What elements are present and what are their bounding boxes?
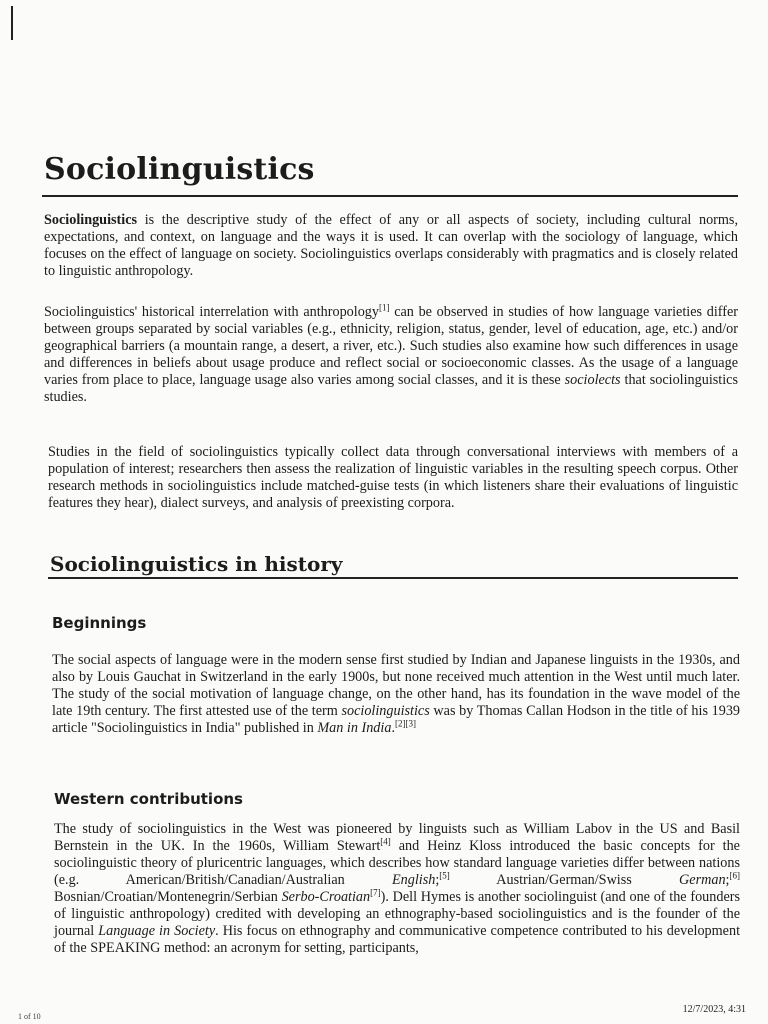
citation-4[interactable]: [4] — [380, 836, 391, 847]
citation-1[interactable]: [1] — [379, 302, 390, 313]
lead-term: Sociolinguistics — [44, 212, 138, 228]
western-sep-1: ; — [435, 872, 440, 888]
western-sep-2: ; — [725, 872, 730, 888]
methods-paragraph: Studies in the field of sociolinguistics typically collect data through conversational interviews with members of a population of interest; researchers then assess the realization of linguistic variables in the resulting speech corpus. Other research methods in sociolinguistics include matched-guise tests (in which listeners share their evaluations of linguistic features they hear), dialect surveys, and analysis of preexisting corpora. — [48, 444, 738, 511]
sociolinguistics-term: sociolinguistics — [341, 703, 430, 719]
p2-text-b: can be observed in studies of how language varieties differ between groups separated by social variables (e.g., ethnicity, religion, status, gender, level of education, age, etc.) and/or geographical barriers (a mountain range, a desert, a river, etc.). Such studies also examine how such differences in usage and differences in beliefs about usage produce and reflect social or socioeconomic classes. As the usage of a language varies from place to place, language usage also varies among social classes, and it is these — [44, 304, 738, 388]
intro-text: is the descriptive study of the effect of any or all aspects of society, including cultural norms, expectations, and context, on language and the ways it is used. It can overlap with the sociology of language, which focuses on the effect of language on society. Sociolinguistics overlaps considerably with pragmatics and is closely related to linguistic anthropology. — [44, 212, 738, 279]
western-paragraph — [54, 821, 740, 957]
western-text-a: The study of sociolinguistics in the West was pioneered by linguists such as William Labov in the US and Basil Bernstein in the UK. In the 1960s, William Stewart — [54, 821, 740, 854]
beginnings-paragraph — [52, 652, 740, 737]
citation-5[interactable]: [5] — [439, 870, 450, 881]
page-number: 1 of 10 — [18, 1012, 41, 1021]
section-rule — [48, 577, 738, 579]
citation-2-3[interactable]: [2][3] — [394, 718, 416, 729]
beginnings-text-a: The social aspects of language were in the modern sense first studied by Indian and Japanese linguists in the 1930s, and also by Louis Gauchat in Switzerland in the early 1900s, but none received much attention in the West until much later. The study of the social motivation of language change, on the other hand, has its foundation in the wave model of the late 19th century. The first attested use of the term — [52, 652, 740, 719]
journal-title: Language in Society — [98, 923, 216, 939]
anthropology-paragraph — [44, 304, 738, 406]
citation-6[interactable]: [6] — [729, 870, 740, 881]
section-heading-history: Sociolinguistics in history — [50, 552, 343, 576]
english-term: English — [391, 872, 436, 888]
publication-title: Man in India — [317, 720, 392, 736]
subheading-beginnings: Beginnings — [52, 614, 147, 632]
subheading-western: Western contributions — [54, 790, 243, 808]
sociolects-term: sociolects — [564, 372, 621, 388]
western-text-e: ). Dell Hymes is another sociolinguist (and one of the founders of linguistic anthropology) credited with developing an ethnography-based sociolinguistics and is the founder of the journal — [54, 889, 740, 939]
intro-paragraph — [44, 212, 738, 280]
citation-7[interactable]: [7] — [370, 887, 381, 898]
western-text-f: . His focus on ethnography and communicative competence contributed to his development of the SPEAKING method: an acronym for setting, participants, — [54, 923, 741, 956]
western-text-b: and Heinz Kloss introduced the basic concepts for the sociolinguistic theory of pluricentric languages, which describes how standard language varieties differ between nations (e.g. American/British/Canadian/Australian — [54, 838, 740, 888]
p2-text-c: that sociolinguistics studies. — [44, 372, 738, 405]
print-timestamp: 12/7/2023, 4:31 — [682, 1004, 746, 1015]
page-edge-mark — [11, 6, 13, 40]
title-rule — [42, 195, 738, 197]
p2-text-a: Sociolinguistics' historical interrelation with anthropology — [44, 304, 379, 320]
beginnings-text-c: . — [391, 720, 395, 736]
page-title: Sociolinguistics — [44, 152, 315, 187]
beginnings-text-b: was by Thomas Callan Hodson in the title of his 1939 article "Sociolinguistics in India" published in — [52, 703, 741, 736]
western-text-d: Bosnian/Croatian/Montenegrin/Serbian — [54, 889, 282, 905]
serbo-croatian-term: Serbo-Croatian — [281, 889, 371, 905]
western-text-c: Austrian/German/Swiss — [449, 872, 680, 888]
german-term: German — [679, 872, 726, 888]
